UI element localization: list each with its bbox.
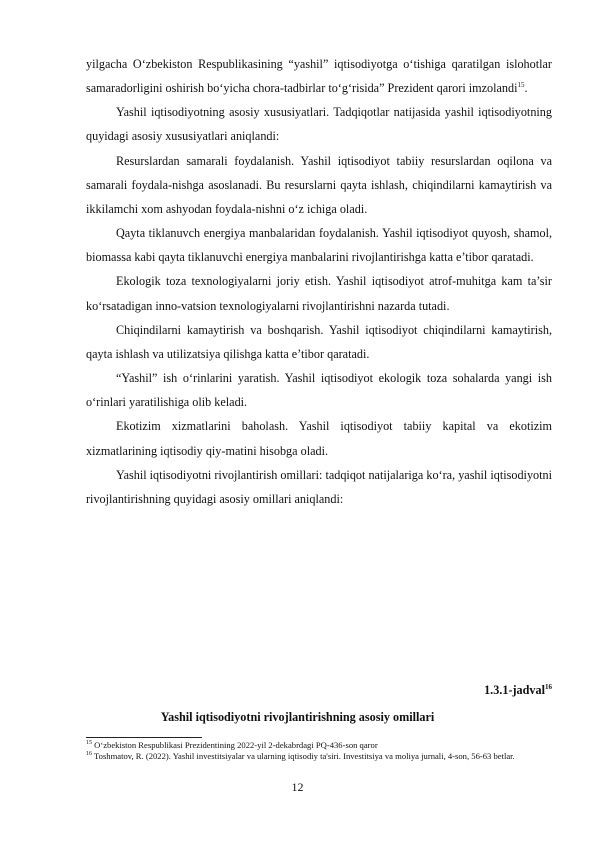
- footnote: [86, 751, 552, 762]
- paragraph: Yashil iqtisodiyotning asosiy xususiyatlari. Tadqiqotlar natijasida yashil iqtisodiyotning quyidagi asosiy xususiyatlari aniqlandi:: [86, 105, 552, 144]
- paragraph-text: yilgacha O‘zbekiston Respublikasining “yashil” iqtisodiyotga o‘tishiga qaratilgan islohotlar samaradorligini oshirish bo‘yicha chora-tadbirlar to‘g‘risida” Prezident qarori imzolandi: [86, 57, 552, 96]
- footnote-ref-15[interactable]: 15: [517, 81, 525, 90]
- page-number: 12: [291, 780, 304, 794]
- paragraph-tail: .: [524, 81, 528, 96]
- table-title: Yashil iqtisodiyotni rivojlantirishning asosiy omillari: [160, 710, 435, 724]
- paragraph: Ekotizim xizmatlarini baholash. Yashil iqtisodiyot tabiiy kapital va ekotizim xizmatlarining iqtisodiy qiy-matini hisobga oladi.: [86, 419, 552, 458]
- paragraph: Qayta tiklanuvch energiya manbalaridan foydalanish. Yashil iqtisodiyot quyosh, shamol, biomassa kabi qayta tiklanuvchi energiya manbalarini rivojlantirishga katta e’tibor qaratadi.: [86, 226, 552, 265]
- paragraph: “Yashil” ish o‘rinlarini yaratish. Yashil iqtisodiyot ekologik toza sohalarda yangi ish o‘rinlari yaratilishiga olib keladi.: [86, 371, 552, 410]
- footnote: [86, 740, 552, 751]
- table-number-label: 1.3.1-jadval: [484, 683, 545, 697]
- footnotes: [86, 740, 552, 762]
- paragraph: Chiqindilarni kamaytirish va boshqarish. Yashil iqtisodiyot chiqindilarni kamaytirish, qayta ishlash va utilizatsiya qilishga katta e’tibor qaratadi.: [86, 322, 552, 361]
- paragraph: Resurslardan samarali foydalanish. Yashil iqtisodiyot tabiiy resurslardan oqilona va samarali foydala-nishga asoslanadi. Bu resurslarni qayta ishlash, chiqindilarni kamaytirish va ikkilamchi xom ashyodan foydala-nishni o‘z ichiga oladi.: [86, 153, 552, 216]
- table-number: [484, 683, 552, 698]
- paragraph: Ekologik toza texnologiyalarni joriy etish. Yashil iqtisodiyot atrof-muhitga kam ta’sir ko‘rsatadigan inno-vatsion texnologiyalarni rivojlantirishni nazarda tutadi.: [86, 274, 552, 313]
- body-text: [86, 52, 552, 511]
- footnote-text: O‘zbekiston Respublikasi Prezidentining 2022-yil 2-dekabrdagi PQ-436-son qaror: [92, 740, 378, 750]
- footnote-divider: [86, 737, 202, 738]
- paragraph: [86, 52, 552, 100]
- paragraph: Yashil iqtisodiyotni rivojlantirish omillari: tadqiqot natijalariga ko‘ra, yashil iqtisodiyotni rivojlantirishning quyidagi asosiy omillari aniqlandi:: [86, 467, 552, 506]
- footnote-mark: 15: [86, 740, 92, 747]
- footnote-mark: 16: [86, 751, 92, 758]
- footnote-text: Toshmatov, R. (2022). Yashil investitsiyalar va ularning iqtisodiy ta'siri. Investitsiya va moliya jurnali, 4-son, 56-63 betlar.: [92, 751, 515, 762]
- footnote-ref-16[interactable]: 16: [545, 682, 552, 691]
